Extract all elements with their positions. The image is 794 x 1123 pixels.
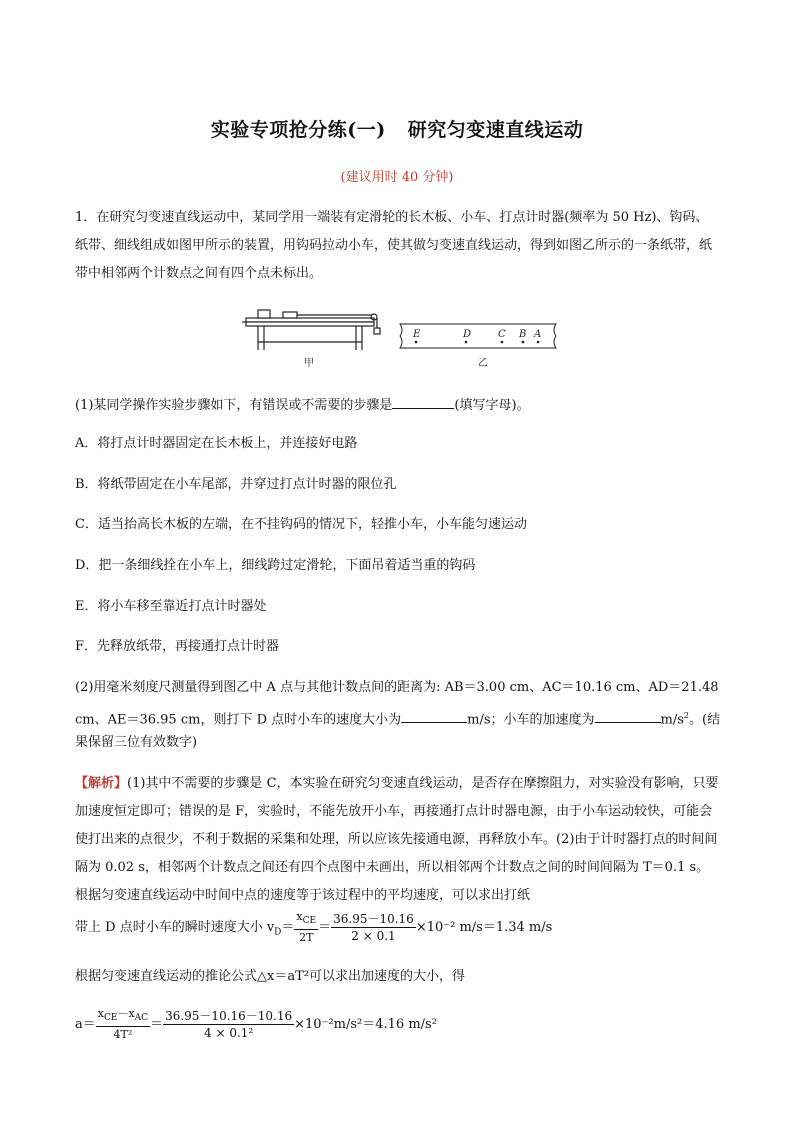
velocity-formula: 带上 D 点时小车的瞬时速度大小 $v_D=$ $\frac{x_{CE}}{2T}$ ＝ $\frac{36.95-10.16}{2 \times 0.1}$ ×10⁻² m/s＝1.34 m/s [75,910,553,945]
acceleration-prefix: a＝ [75,1017,96,1033]
option-a: A．将打点计时器固定在长木板上，并连接好电路 [75,436,358,451]
timer-icon [258,310,270,318]
solution-body: (1)其中不需要的步骤是 C，本实验在研究匀变速直线运动，是否存在摩擦阻力，对实验没有影响，只要加速度恒定即可；错误的是 F，实验时，不能先放开小车，再接通打点计时器电源，由于小车运动较快，可能会使打出来的点很少，不利于数据的采集和处理，所以应该先接通电源，再释放小车。(2)由于计时器打点的时间间隔为 0.02 s，相邻两个计数点之间还有四个点图中未画出，所以相邻两个计数点之间的时间间隔为 T＝0.1 s。根据匀变速直线运动中时间中点的速度等于该过程中的平均速度，可以求出打纸 [75,776,719,903]
option-d: D．把一条细线拴在小车上，细线跨过定滑轮，下面吊着适当重的钩码 [75,558,476,573]
acceleration-result: ×10⁻²m/s²＝4.16 m/s² [294,1017,437,1033]
option-e: E．将小车移至靠近打点计时器处 [75,599,267,614]
answer-blank-velocity[interactable] [401,708,467,723]
hook-weight-icon [374,328,380,334]
label-d: D [463,329,472,340]
point-b [522,341,525,344]
label-a: A [534,329,542,340]
part-2-velocity-prompt: cm、AE＝36.95 cm，则打下 D 点时小车的速度大小为 [75,712,402,728]
table-top [246,322,374,326]
solution-tag: 【解析】 [75,776,128,791]
title-left: 实验专项抢分练(一) [210,119,386,141]
option-f: F．先释放纸带，再接通打点计时器 [75,639,280,654]
velocity-prefix: 带上 D 点时小车的瞬时速度大小 v [75,920,275,936]
tape-points [415,341,540,344]
acceleration-unit: m/s [660,712,684,728]
acceleration-fraction-1: $\frac{x_{CE}-x_{AC}}{\text{4T²}}$ [97,1007,149,1042]
paper-tape-diagram [400,324,556,348]
page-title [0,115,794,142]
point-a [537,341,540,344]
velocity-fraction-1: $\frac{x_{CE}}{2T}$ [296,910,317,945]
acceleration-formula: a＝ $\frac{x_{CE}-x_{AC}}{\text{4T²}}$ ＝ $\frac{36.95-10.16-10.16}{\text{4 × 0.1²}}$ ×10⁻²m/s²＝4.16 m/s² [75,1007,437,1042]
answer-blank-acceleration[interactable] [595,708,661,723]
apparatus-diagram [242,310,380,350]
point-e [415,341,418,344]
caption-jia: 甲 [304,358,314,369]
option-c: C．适当抬高长木板的左端，在不挂钩码的情况下，轻推小车，小车能匀速运动 [75,517,527,532]
acceleration-intro: 根据匀变速直线运动的推论公式△x＝aT²可以求出加速度的大小，得 [75,969,465,984]
label-b: B [519,329,527,340]
part-1-prompt: (1)某同学操作实验步骤如下，有错误或不需要的步骤是 [75,398,393,413]
caption-yi: 乙 [478,358,488,369]
question-1-part-2-line-1: (2)用毫米刻度尺测量得到图乙中 A 点与其他计数点间的距离为: AB＝3.00 cm、AC＝10.16 cm、AD＝21.48 [75,680,719,695]
velocity-fraction-2: $\frac{36.95-10.16}{2 \times 0.1}$ [333,912,414,944]
velocity-result: ×10⁻² m/s＝1.34 m/s [415,920,553,936]
point-c [501,341,504,344]
question-1-intro: 1．在研究匀变速直线运动中，某同学用一端装有定滑轮的长木板、小车、打点计时器(频率为 50 Hz)、钩码、纸带、细线组成如图甲所示的装置，用钩码拉动小车，使其做匀变速直线运动，得到如图乙所示的一条纸带，纸带中相邻两个计数点之间有四个点未标出。 [75,210,713,281]
question-1-part-2-line-3: 果保留三位有效数字) [75,735,198,750]
solution-paragraph [75,770,720,910]
velocity-subscript: D [274,927,282,938]
experiment-figure [238,300,558,372]
point-d [465,341,468,344]
option-b: B．将纸带固定在小车尾部，并穿过打点计时器的限位孔 [75,477,397,492]
part-1-hint: (填写字母)。 [454,398,530,413]
question-1-part-2-line-2: cm、AE＝36.95 cm，则打下 D 点时小车的速度大小为 m/s；小车的加速度为 $m/s^2$。(结 [75,706,720,730]
label-e: E [413,329,421,340]
part-2-acceleration-prompt: m/s；小车的加速度为 [467,712,595,728]
part-2-note-start: 。(结 [689,712,721,728]
long-board [246,318,374,322]
title-right: 研究匀变速直线运动 [407,119,584,141]
answer-blank-1[interactable] [392,394,454,409]
tape-outline [400,324,556,348]
label-c: C [498,329,506,340]
time-suggestion: (建议用时 40 分钟) [340,170,454,185]
figure-drawing [238,300,558,372]
question-1-part-1 [75,394,530,416]
cart-icon [283,312,297,318]
acceleration-fraction-2: $\frac{36.95-10.16-10.16}{\text{4 × 0.1²}}$ [165,1009,293,1041]
